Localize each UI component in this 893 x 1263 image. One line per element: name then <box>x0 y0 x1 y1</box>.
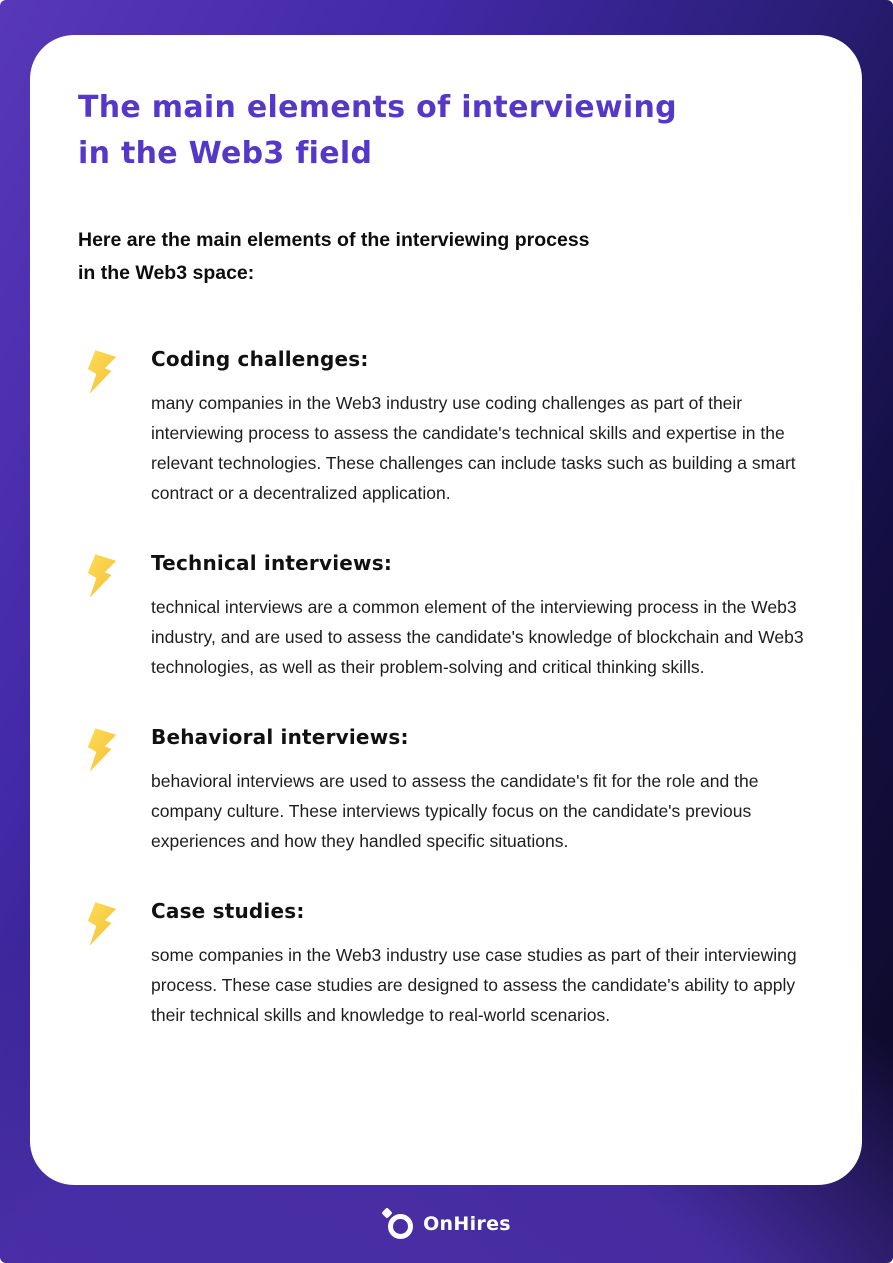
lightning-icon <box>85 552 119 600</box>
onhires-logo-icon <box>382 1207 414 1241</box>
section-text-column <box>151 550 818 682</box>
section-icon-column <box>78 346 151 508</box>
section-heading: Case studies: <box>151 899 305 923</box>
section-icon-column <box>78 898 151 1030</box>
sections-list <box>78 346 818 1030</box>
footer-logo <box>0 1185 893 1263</box>
intro-line1: Here are the main elements of the interviewing process <box>78 229 590 251</box>
page-title-line2: in the Web3 field <box>78 136 373 171</box>
section-coding-challenges <box>78 346 818 508</box>
section-icon-column <box>78 724 151 856</box>
brand-name: OnHires <box>423 1213 511 1235</box>
page-title <box>78 85 818 177</box>
lightning-icon <box>85 900 119 948</box>
page-title-line1: The main elements of interviewing <box>78 90 677 125</box>
section-body: behavioral interviews are used to assess the candidate's fit for the role and the company culture. These interviews typically focus on the candidate's previous experiences and how they handled specific situations. <box>151 771 759 851</box>
lightning-icon <box>85 726 119 774</box>
section-technical-interviews <box>78 550 818 682</box>
section-body: many companies in the Web3 industry use coding challenges as part of their interviewing process to assess the candidate's technical skills and expertise in the relevant technologies. These challenges can include tasks such as building a smart contract or a decentralized application. <box>151 393 796 503</box>
section-body: some companies in the Web3 industry use case studies as part of their interviewing process. These case studies are designed to assess the candidate's ability to apply their technical skills and knowledge to real-world scenarios. <box>151 945 797 1025</box>
section-heading: Behavioral interviews: <box>151 725 409 749</box>
section-body: technical interviews are a common element of the interviewing process in the Web3 industry, and are used to assess the candidate's knowledge of blockchain and Web3 technologies, as well as their problem-solving and critical thinking skills. <box>151 597 804 677</box>
section-behavioral-interviews <box>78 724 818 856</box>
lightning-icon <box>85 348 119 396</box>
section-text-column <box>151 724 818 856</box>
section-case-studies <box>78 898 818 1030</box>
intro-line2: in the Web3 space: <box>78 262 255 284</box>
section-heading: Technical interviews: <box>151 551 393 575</box>
intro-text <box>78 224 818 290</box>
content-card <box>30 35 862 1185</box>
section-heading: Coding challenges: <box>151 347 369 371</box>
logo-ring-icon <box>388 1214 413 1239</box>
section-text-column <box>151 898 818 1030</box>
section-icon-column <box>78 550 151 682</box>
section-text-column <box>151 346 818 508</box>
